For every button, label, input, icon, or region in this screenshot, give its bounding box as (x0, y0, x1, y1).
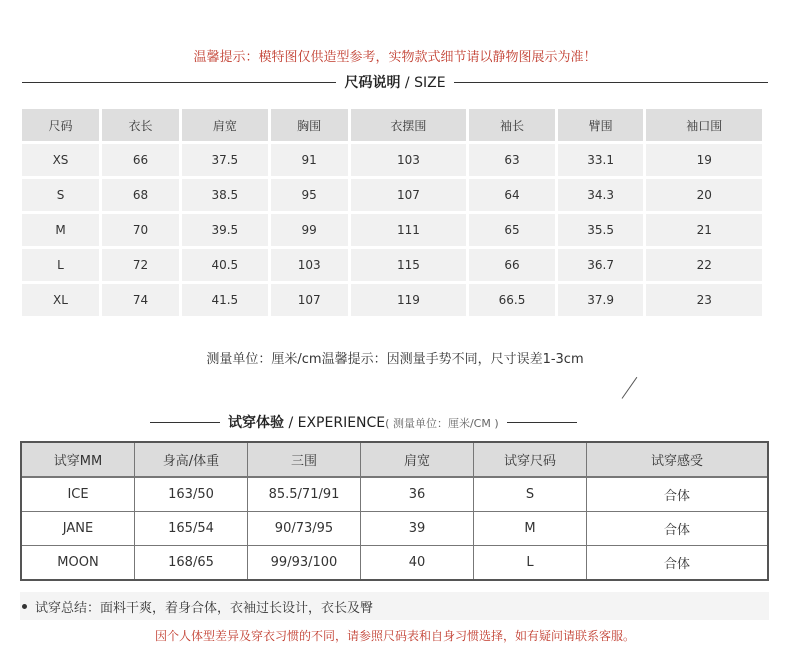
bullet-icon (22, 604, 27, 609)
experience-cell: MOON (22, 546, 135, 579)
experience-cell: JANE (22, 512, 135, 546)
experience-subtitle: ( 测量单位：厘米/CM ) (385, 417, 499, 430)
size-header-cell: 肩宽 (182, 109, 268, 141)
size-cell: 41.5 (182, 284, 268, 316)
experience-cell: 40 (361, 546, 474, 579)
size-cell: 33.1 (558, 144, 644, 176)
experience-cell: 163/50 (135, 478, 248, 512)
experience-cell: 165/54 (135, 512, 248, 546)
experience-cell: 99/93/100 (248, 546, 361, 579)
size-cell: 40.5 (182, 249, 268, 281)
size-section-header (22, 72, 768, 92)
experience-header-cell: 肩宽 (361, 443, 474, 478)
size-table-row (22, 214, 762, 246)
size-table (19, 106, 765, 319)
experience-cell: L (474, 546, 587, 579)
size-cell: 66 (469, 249, 555, 281)
experience-header-cell: 三围 (248, 443, 361, 478)
size-cell: 34.3 (558, 179, 644, 211)
size-table-row (22, 249, 762, 281)
size-title-cn: 尺码说明 (344, 75, 401, 91)
experience-cell: 合体 (587, 478, 767, 512)
size-cell: 103 (271, 249, 348, 281)
size-table-row (22, 284, 762, 316)
size-cell: 119 (351, 284, 466, 316)
experience-title-sep: / (284, 415, 298, 431)
experience-cell: S (474, 478, 587, 512)
divider-line (150, 422, 220, 423)
experience-header-cell: 试穿MM (22, 443, 135, 478)
experience-cell: 合体 (587, 512, 767, 546)
experience-section-title (220, 412, 507, 432)
size-cell: 91 (271, 144, 348, 176)
experience-header-cell: 身高/体重 (135, 443, 248, 478)
size-cell: 19 (646, 144, 762, 176)
size-cell: 72 (102, 249, 179, 281)
size-cell: 107 (271, 284, 348, 316)
size-header-cell: 袖口围 (646, 109, 762, 141)
experience-cell: 36 (361, 478, 474, 512)
fitting-summary (20, 592, 769, 620)
experience-cell: 90/73/95 (248, 512, 361, 546)
size-cell: 111 (351, 214, 466, 246)
size-cell: 68 (102, 179, 179, 211)
size-cell: 99 (271, 214, 348, 246)
experience-cell: 合体 (587, 546, 767, 579)
size-cell: 37.5 (182, 144, 268, 176)
notice-top: 温馨提示：模特图仅供造型参考，实物款式细节请以静物图展示为准！ (193, 50, 597, 65)
size-cell: 74 (102, 284, 179, 316)
experience-header-cell: 试穿尺码 (474, 443, 587, 478)
divider-line (507, 422, 577, 423)
size-header-cell: 衣摆围 (351, 109, 466, 141)
divider-line (454, 82, 768, 83)
size-cell: 35.5 (558, 214, 644, 246)
size-header-cell: 胸围 (271, 109, 348, 141)
experience-table-row (22, 512, 767, 546)
size-cell: 64 (469, 179, 555, 211)
size-cell: S (22, 179, 99, 211)
size-cell: M (22, 214, 99, 246)
size-header-cell: 臂围 (558, 109, 644, 141)
size-header-cell: 衣长 (102, 109, 179, 141)
size-cell: 23 (646, 284, 762, 316)
size-header-cell: 尺码 (22, 109, 99, 141)
size-table-row (22, 179, 762, 211)
size-cell: 115 (351, 249, 466, 281)
fitting-summary-text: 试穿总结：面料干爽，着身合体，衣袖过长设计，衣长及臀 (35, 600, 374, 616)
experience-cell: 39 (361, 512, 474, 546)
experience-cell: ICE (22, 478, 135, 512)
size-section-title (336, 72, 453, 92)
experience-table-row (22, 546, 767, 579)
size-title-en: SIZE (414, 75, 446, 91)
size-cell: 95 (271, 179, 348, 211)
size-cell: 37.9 (558, 284, 644, 316)
experience-cell: 85.5/71/91 (248, 478, 361, 512)
size-cell: 66 (102, 144, 179, 176)
size-cell: 103 (351, 144, 466, 176)
size-cell: L (22, 249, 99, 281)
size-title-sep: / (400, 75, 415, 91)
experience-table (20, 441, 769, 581)
size-header-cell: 袖长 (469, 109, 555, 141)
size-cell: XL (22, 284, 99, 316)
divider-line (22, 82, 336, 83)
notice-bottom: 因个人体型差异及穿衣习惯的不同，请参照尺码表和自身习惯选择，如有疑问请联系客服。 (154, 629, 635, 643)
size-cell: 70 (102, 214, 179, 246)
experience-cell: 168/65 (135, 546, 248, 579)
size-table-header-row (22, 109, 762, 141)
size-cell: 22 (646, 249, 762, 281)
experience-cell: M (474, 512, 587, 546)
size-cell: 66.5 (469, 284, 555, 316)
experience-table-header-row (22, 443, 767, 478)
size-cell: 20 (646, 179, 762, 211)
experience-table-row (22, 478, 767, 512)
size-cell: 65 (469, 214, 555, 246)
unit-note: 测量单位：厘米/cm温馨提示：因测量手势不同，尺寸误差1-3cm (206, 352, 584, 367)
size-cell: 63 (469, 144, 555, 176)
size-cell: 39.5 (182, 214, 268, 246)
size-cell: 36.7 (558, 249, 644, 281)
experience-header-cell: 试穿感受 (587, 443, 767, 478)
experience-title-cn: 试穿体验 (228, 415, 284, 431)
size-cell: 21 (646, 214, 762, 246)
experience-title-en: EXPERIENCE (297, 415, 386, 431)
size-table-row (22, 144, 762, 176)
decorative-slash (622, 377, 638, 399)
size-cell: XS (22, 144, 99, 176)
size-cell: 107 (351, 179, 466, 211)
experience-section-header (150, 410, 650, 434)
size-cell: 38.5 (182, 179, 268, 211)
